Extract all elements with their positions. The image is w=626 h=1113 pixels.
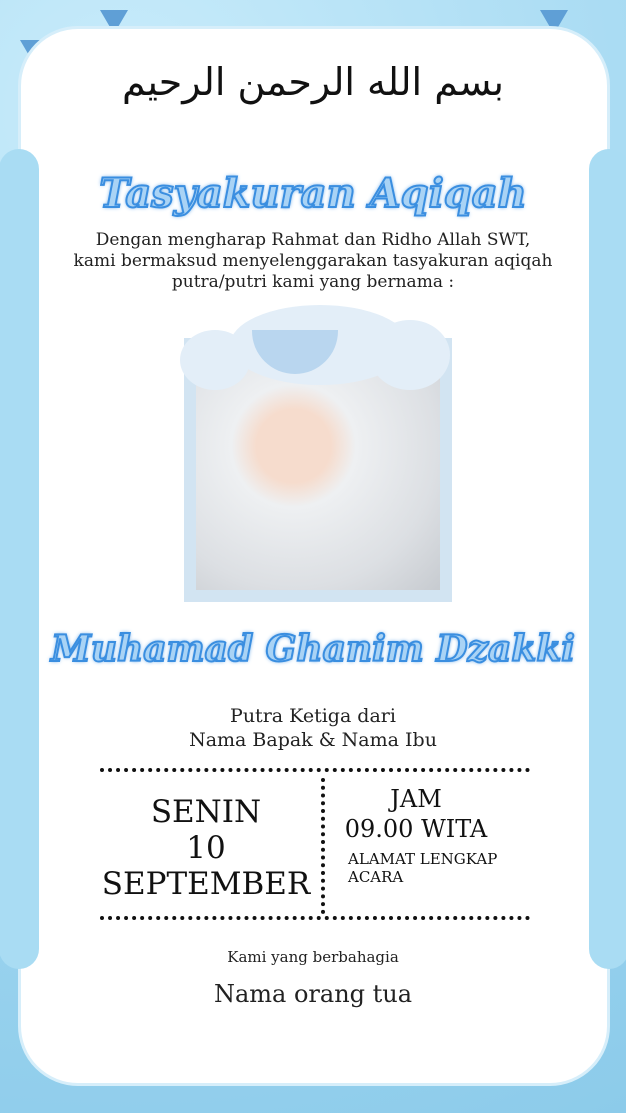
- intro-line: Dengan mengharap Rahmat dan Ridho Allah SWT,: [95, 230, 531, 250]
- parents-signature: Nama orang tua: [213, 980, 413, 1008]
- divider: [100, 768, 530, 772]
- closing-text: Kami yang berbahagia: [227, 948, 399, 966]
- parents-names: Nama Bapak & Nama Ibu: [189, 729, 437, 751]
- event-time: [336, 784, 496, 844]
- time-label: JAM: [390, 785, 442, 813]
- address-line: ALAMAT LENGKAP: [348, 850, 498, 868]
- day: SENIN: [150, 794, 262, 830]
- cloud-decoration: [370, 320, 450, 390]
- parent-info: [0, 704, 626, 752]
- event-address: [348, 850, 497, 886]
- invitation-title: Tasyakuran Aqiqah: [99, 170, 527, 217]
- intro-text: [0, 230, 626, 293]
- basmala-calligraphy: بسم الله الرحمن الرحيم: [122, 60, 504, 104]
- event-date: [96, 794, 316, 902]
- date-number: 10: [186, 830, 226, 866]
- divider: [321, 778, 325, 914]
- intro-line: putra/putri kami yang bernama :: [171, 272, 455, 292]
- intro-line: kami bermaksud menyelenggarakan tasyakuran aqiqah: [73, 251, 553, 271]
- child-name: Muhamad Ghanim Dzakki: [51, 628, 575, 670]
- address-line: ACARA: [348, 868, 404, 886]
- time-value: 09.00 WITA: [344, 815, 488, 843]
- month: SEPTEMBER: [101, 866, 311, 902]
- child-order: Putra Ketiga dari: [230, 705, 396, 727]
- divider: [100, 916, 530, 920]
